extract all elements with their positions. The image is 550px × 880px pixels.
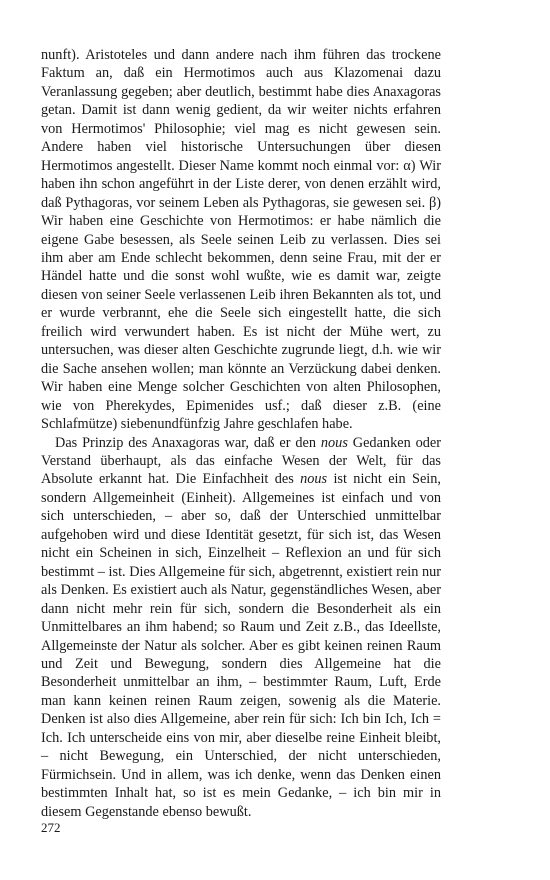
page-body	[41, 46, 441, 821]
paragraph-1: nunft). Aristoteles und dann andere nach ihm führen das trockene Faktum an, daß ein Hermotimos auch aus Klazomenai dazu Veranlassung gegeben; aber deutlich, bestimmt habe dies Anaxagoras getan. Damit ist dann wenig gedient, da wir weiter nichts erfahren von Hermotimos' Philosophie; viel mag es nicht gewesen sein. Andere haben viel historische Untersuchungen über diesen Hermotimos angestellt. Dieser Name kommt noch einmal vor: α) Wir haben ihn schon angeführt in der Liste derer, von denen erzählt wird, daß Pythagoras, vor seinem Leben als Pythagoras, sie gewesen sei. β) Wir haben eine Geschichte von Hermotimos: er habe nämlich die eigene Gabe besessen, als Seele seinen Leib zu verlassen. Dies sei ihm aber am Ende schlecht bekommen, denn seine Frau, mit der er Händel hatte und die sonst wohl wußte, wie es damit war, zeigte diesen von seiner Seele verlassenen Leib ihren Bekannten als tot, und er wurde verbrannt, ehe die Seele sich eingestellt hatte, die sich freilich wird verwundert haben. Es ist nicht der Mühe wert, zu untersuchen, was dieser alten Geschichte zugrunde liegt, d.h. wie wir die Sache ansehen wollen; man könnte an Verzückung dabei denken. Wir haben eine Menge solcher Geschichten von alten Philosophen, wie von Pherekydes, Epimenides usf.; daß dieser z.B. (eine Schlafmütze) siebenundfünfzig Jahre geschlafen habe.	[41, 47, 441, 433]
page-number: 272	[41, 820, 61, 835]
term-nous: nous	[300, 471, 328, 488]
paragraph-2	[41, 434, 441, 822]
paragraph-2-part-a: Das Prinzip des Anaxagoras war, daß er den	[55, 434, 321, 451]
paragraph-2-part-c: ist nicht ein Sein, sondern Allgemeinheit (Einheit). Allgemeines ist einfach und von sich unterschieden, – aber so, daß der Unterschied unmittelbar aufgehoben wird und diese Identität gesetzt, für sich ist, das Wesen nicht ein Scheinen in sich, Einzelheit – Reflexion an und für sich bestimmt – ist. Dies Allgemeine für sich, abgetrennt, existiert rein nur als Denken. Es existiert auch als Natur, gegenständliches Wesen, aber dann nicht mehr rein für sich, sondern die Besonderheit als ein Unmittelbares an ihm habend; so Raum und Zeit z.B., das Ideellste, Allgemeinste der Natur als solcher. Aber es gibt keinen reinen Raum und Zeit und Bewegung, sondern dies Allgemeine hat die Besonderheit unmittelbar an ihm, – bestimmter Raum, Luft, Erde man kann keinen reinen Raum zeigen, sowenig als die Materie. Denken ist also dies Allgemeine, aber rein für sich: Ich bin Ich, Ich = Ich. Ich unterscheide eins von mir, aber dieselbe reine Einheit bleibt, – nicht Bewegung, ein Unterschied, der nicht unterschieden, Fürmichsein. Und in allem, was ich denke, wenn das Denken einen bestimmten Inhalt hat, so ist es mein Gedanke, – ich bin mir in diesem Gegenstande ebenso bewußt.	[41, 471, 441, 820]
paragraph-2-part-b: Gedanken oder Verstand überhaupt, als das einfache Wesen der Welt, für das Absolute erkannt hat. Die Einfachheit des	[41, 434, 441, 488]
term-nous: nous	[320, 434, 348, 451]
